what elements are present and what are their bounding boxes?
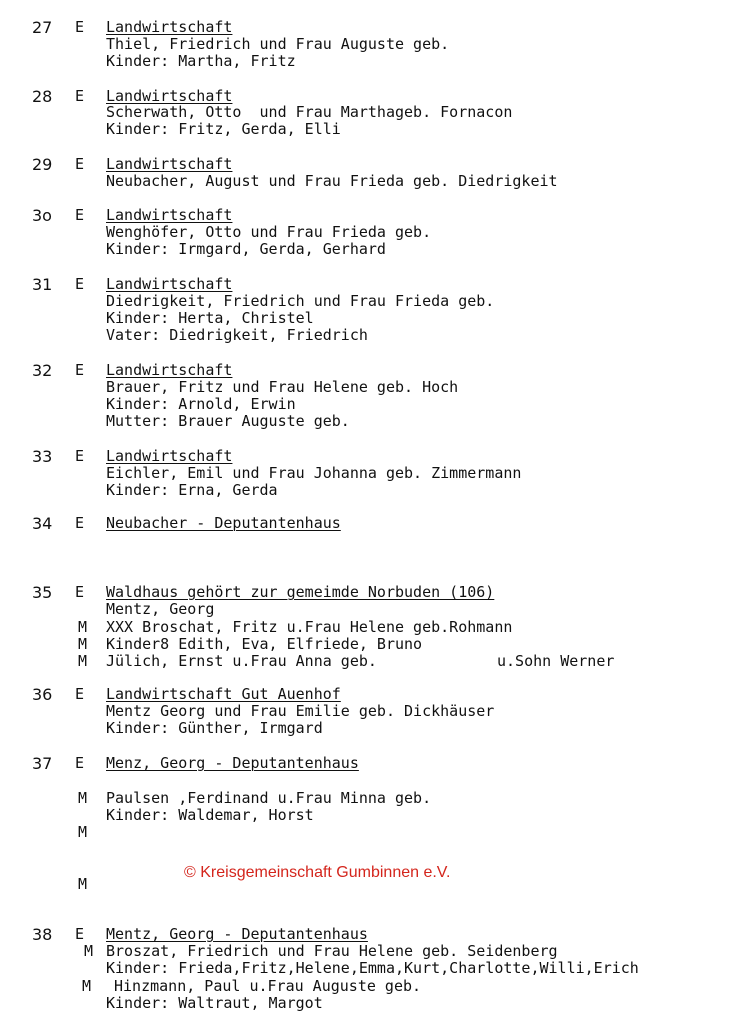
entry-line: Kinder: Martha, Fritz (106, 52, 296, 70)
entry-heading: Landwirtschaft (106, 447, 233, 465)
entry-line: Paulsen ,Ferdinand u.Frau Minna geb. (106, 789, 432, 807)
entry-line: Scherwath, Otto und Frau Marthageb. Fornacon (106, 103, 513, 121)
entry-marker: E (75, 155, 85, 173)
margin-marker-m: M (78, 789, 88, 807)
entry-line: Kinder: Herta, Christel (106, 309, 314, 327)
entry-line: Kinder: Fritz, Gerda, Elli (106, 120, 341, 138)
entry-heading: Mentz, Georg - Deputantenhaus (106, 925, 368, 943)
entry-line: Jülich, Ernst u.Frau Anna geb. (106, 652, 377, 670)
entry-number: 33 (32, 447, 53, 466)
margin-marker-m: M (78, 618, 88, 636)
entry-marker: E (75, 685, 85, 703)
entry-heading: Waldhaus gehört zur gemeimde Norbuden (106) (106, 583, 495, 601)
entry-marker: E (75, 275, 85, 293)
entry-marker: E (75, 18, 85, 36)
entry-line-extra: u.Sohn Werner (497, 652, 615, 670)
entry-line: Eichler, Emil und Frau Johanna geb. Zimmermann (106, 464, 522, 482)
entry-line: Mentz Georg und Frau Emilie geb. Dickhäuser (106, 702, 495, 720)
entry-line: Kinder: Irmgard, Gerda, Gerhard (106, 240, 386, 258)
margin-marker-m: M (78, 823, 88, 841)
entry-line: XXX Broschat, Fritz u.Frau Helene geb.Rohmann (106, 618, 513, 636)
entry-number: 27 (32, 18, 53, 37)
entry-number: 31 (32, 275, 53, 294)
entry-heading: Landwirtschaft (106, 18, 233, 36)
margin-marker-m: M (78, 652, 88, 670)
entry-line: Kinder: Frieda,Fritz,Helene,Emma,Kurt,Charlotte,Willi,Erich (106, 959, 639, 977)
entry-line: Mutter: Brauer Auguste geb. (106, 412, 350, 430)
entry-number: 29 (32, 155, 53, 174)
entry-heading: Landwirtschaft (106, 275, 233, 293)
entry-marker: E (75, 583, 85, 601)
entry-line: Broszat, Friedrich und Frau Helene geb. Seidenberg (106, 942, 558, 960)
entry-number: 32 (32, 361, 53, 380)
entry-heading: Neubacher - Deputantenhaus (106, 514, 341, 532)
entry-marker: E (75, 361, 85, 379)
entry-number: 34 (32, 514, 53, 533)
entry-marker: E (75, 87, 85, 105)
margin-marker-m: M (78, 635, 88, 653)
entry-heading: Landwirtschaft (106, 206, 233, 224)
margin-marker-m: M (82, 977, 92, 995)
entry-line: Kinder: Arnold, Erwin (106, 395, 296, 413)
entry-line: Kinder: Waltraut, Margot (106, 994, 323, 1012)
entry-line: Kinder: Günther, Irmgard (106, 719, 323, 737)
entry-number: 28 (32, 87, 53, 106)
entry-number: 38 (32, 925, 53, 944)
entry-heading: Menz, Georg - Deputantenhaus (106, 754, 359, 772)
entry-line: Neubacher, August und Frau Frieda geb. Diedrigkeit (106, 172, 558, 190)
entry-marker: E (75, 754, 85, 772)
entry-line: Wenghöfer, Otto und Frau Frieda geb. (106, 223, 432, 241)
entry-line: Hinzmann, Paul u.Frau Auguste geb. (114, 977, 422, 995)
entry-marker: E (75, 925, 85, 943)
entry-line: Kinder: Erna, Gerda (106, 481, 278, 499)
entry-line: Kinder: Waldemar, Horst (106, 806, 314, 824)
entry-line: Brauer, Fritz und Frau Helene geb. Hoch (106, 378, 459, 396)
entry-number: 35 (32, 583, 53, 602)
entry-line: Kinder8 Edith, Eva, Elfriede, Bruno (106, 635, 423, 653)
entry-heading: Landwirtschaft Gut Auenhof (106, 685, 341, 703)
entry-heading: Landwirtschaft (106, 155, 233, 173)
entry-line: Diedrigkeit, Friedrich und Frau Frieda geb. (106, 292, 495, 310)
entry-heading: Landwirtschaft (106, 361, 233, 379)
entry-line: Thiel, Friedrich und Frau Auguste geb. (106, 35, 450, 53)
margin-marker-m: M (84, 942, 94, 960)
entry-marker: E (75, 206, 85, 224)
entry-marker: E (75, 514, 85, 532)
entry-marker: E (75, 447, 85, 465)
entry-line: Vater: Diedrigkeit, Friedrich (106, 326, 368, 344)
entry-number: 3o (32, 206, 52, 225)
copyright-watermark: © Kreisgemeinschaft Gumbinnen e.V. (184, 864, 451, 881)
entry-line: Mentz, Georg (106, 600, 215, 618)
entry-number: 36 (32, 685, 53, 704)
entry-number: 37 (32, 754, 53, 773)
margin-marker-m: M (78, 875, 88, 893)
entry-heading: Landwirtschaft (106, 87, 233, 105)
